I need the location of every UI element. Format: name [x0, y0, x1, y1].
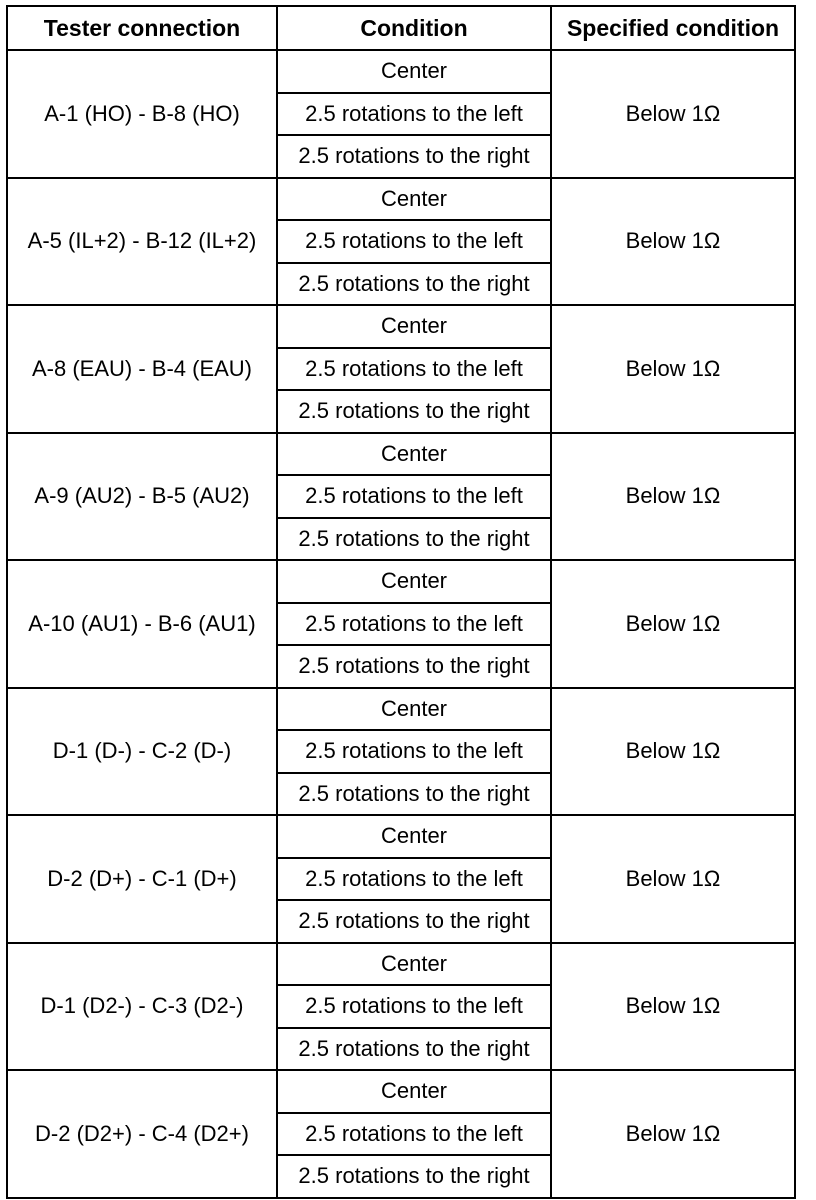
condition-cell: 2.5 rotations to the left [277, 220, 551, 263]
specified-condition-cell: Below 1Ω [551, 1070, 795, 1198]
table-row [7, 815, 795, 858]
tester-connection-cell: A-1 (HO) - B-8 (HO) [7, 50, 277, 178]
specified-condition-cell: Below 1Ω [551, 815, 795, 943]
table-row [7, 305, 795, 348]
condition-cell: 2.5 rotations to the right [277, 773, 551, 816]
tester-connection-cell: A-5 (IL+2) - B-12 (IL+2) [7, 178, 277, 306]
table-row [7, 1070, 795, 1113]
condition-cell: Center [277, 815, 551, 858]
specified-condition-cell: Below 1Ω [551, 178, 795, 306]
condition-cell: 2.5 rotations to the left [277, 985, 551, 1028]
condition-cell: Center [277, 433, 551, 476]
condition-cell: Center [277, 1070, 551, 1113]
tester-connection-cell: A-10 (AU1) - B-6 (AU1) [7, 560, 277, 688]
table-header [7, 6, 795, 50]
condition-cell: 2.5 rotations to the left [277, 858, 551, 901]
condition-cell: 2.5 rotations to the left [277, 348, 551, 391]
condition-cell: 2.5 rotations to the right [277, 1155, 551, 1198]
condition-cell: 2.5 rotations to the right [277, 645, 551, 688]
spec-table [6, 5, 796, 1199]
tester-connection-cell: D-2 (D+) - C-1 (D+) [7, 815, 277, 943]
tester-connection-cell: A-9 (AU2) - B-5 (AU2) [7, 433, 277, 561]
header-row [7, 6, 795, 50]
table-row [7, 50, 795, 93]
condition-cell: 2.5 rotations to the right [277, 1028, 551, 1071]
specified-condition-cell: Below 1Ω [551, 560, 795, 688]
condition-cell: 2.5 rotations to the left [277, 603, 551, 646]
condition-cell: Center [277, 50, 551, 93]
condition-cell: 2.5 rotations to the right [277, 263, 551, 306]
condition-cell: Center [277, 943, 551, 986]
specified-condition-cell: Below 1Ω [551, 688, 795, 816]
specified-condition-cell: Below 1Ω [551, 50, 795, 178]
condition-cell: 2.5 rotations to the left [277, 1113, 551, 1156]
condition-cell: 2.5 rotations to the right [277, 135, 551, 178]
specified-condition-cell: Below 1Ω [551, 943, 795, 1071]
header-tester-connection: Tester connection [7, 6, 277, 50]
tester-connection-cell: A-8 (EAU) - B-4 (EAU) [7, 305, 277, 433]
header-condition: Condition [277, 6, 551, 50]
condition-cell: 2.5 rotations to the right [277, 900, 551, 943]
condition-cell: 2.5 rotations to the left [277, 730, 551, 773]
specified-condition-cell: Below 1Ω [551, 433, 795, 561]
header-specified-condition: Specified condition [551, 6, 795, 50]
tester-connection-cell: D-2 (D2+) - C-4 (D2+) [7, 1070, 277, 1198]
condition-cell: Center [277, 560, 551, 603]
specified-condition-cell: Below 1Ω [551, 305, 795, 433]
tester-connection-cell: D-1 (D2-) - C-3 (D2-) [7, 943, 277, 1071]
condition-cell: 2.5 rotations to the left [277, 93, 551, 136]
table-row [7, 560, 795, 603]
table-body [7, 50, 795, 1198]
condition-cell: Center [277, 305, 551, 348]
tester-connection-cell: D-1 (D-) - C-2 (D-) [7, 688, 277, 816]
table-row [7, 433, 795, 476]
table-row [7, 943, 795, 986]
condition-cell: Center [277, 178, 551, 221]
condition-cell: 2.5 rotations to the right [277, 518, 551, 561]
table-row [7, 178, 795, 221]
condition-cell: 2.5 rotations to the left [277, 475, 551, 518]
condition-cell: Center [277, 688, 551, 731]
table-row [7, 688, 795, 731]
condition-cell: 2.5 rotations to the right [277, 390, 551, 433]
